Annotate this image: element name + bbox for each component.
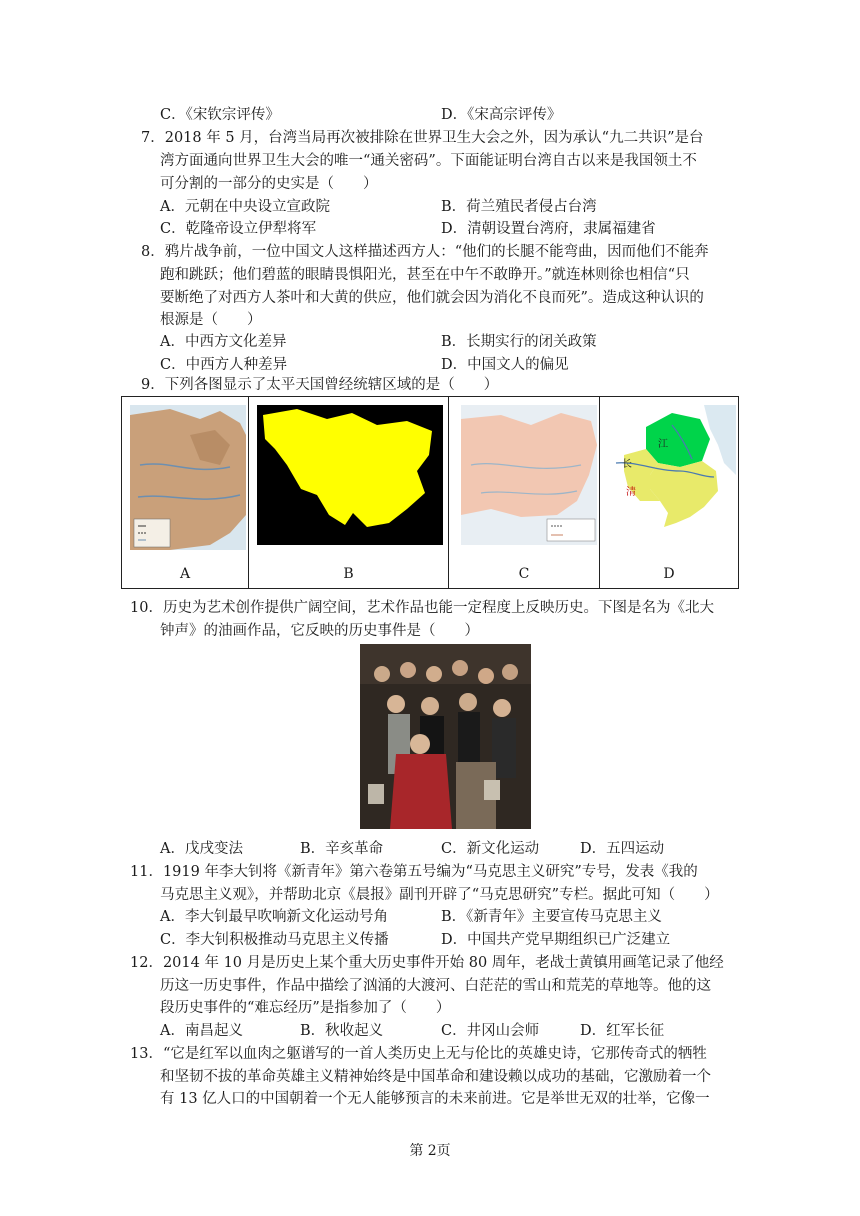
q7-stem-line-2: 湾方面通向世界卫生大会的唯一“通关密码”。下面能证明台湾自古以来是我国领土不: [160, 153, 697, 169]
map-d-qing-label: 清: [626, 487, 636, 498]
q12-stem-line-2: 历这一历史事件，作品中描绘了汹涌的大渡河、白茫茫的雪山和荒芜的草地等。他的这: [160, 978, 711, 994]
q7-stem-line-1: 7．2018 年 5 月，台湾当局再次被排除在世界卫生大会之外，因为承认“九二共识”是台: [141, 130, 704, 146]
q9-stem: 9．下列各图显示了太平天国曾经统辖区域的是（ ）: [141, 377, 499, 393]
q12-option-a: A．南昌起义: [160, 1023, 243, 1039]
map-label-b: B: [343, 566, 354, 582]
q7-option-b: B．荷兰殖民者侵占台湾: [441, 199, 597, 215]
q8-option-a: A．中西方文化差异: [160, 334, 287, 350]
q12-option-d: D．红军长征: [580, 1023, 665, 1039]
map-label-d: D: [663, 566, 675, 582]
q10-option-c: C．新文化运动: [441, 841, 540, 857]
map-d-chang-label: 长: [622, 459, 632, 470]
q11-stem-line-2: 马克思主义观》，并帮助北京《晨报》副刊开辟了“马克思研究”专栏。据此可知（ ）: [160, 887, 719, 903]
q8-option-c: C．中西方人种差异: [160, 357, 288, 373]
map-c-image: [461, 405, 597, 545]
map-cell-d: [600, 397, 738, 588]
q8-option-b: B．长期实行的闭关政策: [441, 334, 597, 350]
q8-stem-line-3: 要断绝了对西方人茶叶和大黄的供应，他们就会因为消化不良而死”。造成这种认识的: [160, 290, 704, 306]
map-cell-c: [449, 397, 600, 588]
q11-option-d: D．中国共产党早期组织已广泛建立: [441, 932, 671, 948]
q13-stem-line-1: 13．“它是红军以血肉之躯谱写的一首人类历史上无与伦比的英雄史诗，它那传奇式的牺牲: [130, 1046, 707, 1062]
q7-stem-line-3: 可分割的一部分的史实是（ ）: [160, 176, 378, 192]
q12-stem-line-3: 段历史事件的“难忘经历”是指参加了（ ）: [160, 1000, 451, 1016]
q8-option-d: D．中国文人的偏见: [441, 357, 569, 373]
q11-option-b: B．《新青年》主要宣传马克思主义: [441, 909, 662, 925]
q7-option-c: C．乾隆帝设立伊犁将军: [160, 221, 317, 237]
q6-option-d: D．《宋高宗评传》: [441, 107, 562, 123]
q8-stem-line-4: 根源是（ ）: [160, 312, 262, 328]
q6-option-c: C．《宋钦宗评传》: [160, 107, 280, 123]
q10-option-b: B．辛亥革命: [300, 841, 384, 857]
map-b-image: [257, 405, 443, 545]
map-label-c: C: [518, 566, 530, 582]
q13-stem-line-3: 有 13 亿人口的中国朝着一个无人能够预言的未来前进。它是举世无双的壮举，它像一: [160, 1091, 710, 1107]
q10-stem-line-2: 钟声》的油画作品，它反映的历史事件是（ ）: [160, 623, 479, 639]
q7-option-a: A．元朝在中央设立宣政院: [160, 199, 330, 215]
q12-option-b: B．秋收起义: [300, 1023, 384, 1039]
map-cell-b: [249, 397, 449, 588]
q7-option-d: D．清朝设置台湾府，隶属福建省: [441, 221, 656, 237]
map-a-image: [130, 405, 246, 550]
map-d-jiang-label: 江: [658, 439, 668, 450]
q9-map-table: [121, 396, 739, 589]
q10-option-a: A．戊戌变法: [160, 841, 243, 857]
beida-bell-painting: [360, 644, 531, 829]
q12-stem-line-1: 12．2014 年 10 月是历史上某个重大历史事件开始 80 周年，老战士黄镇用画笔记录了他经: [130, 955, 724, 971]
q11-option-a: A．李大钊最早吹响新文化运动号角: [160, 909, 388, 925]
map-cell-a: [122, 397, 249, 588]
q8-stem-line-2: 跑和跳跃；他们碧蓝的眼睛畏惧阳光，甚至在中午不敢睁开。”就连林则徐也相信“只: [160, 267, 690, 283]
map-label-a: A: [179, 566, 191, 582]
q11-option-c: C．李大钊积极推动马克思主义传播: [160, 932, 389, 948]
map-d-image: [606, 405, 736, 549]
q10-option-d: D．五四运动: [580, 841, 665, 857]
page-number: 第 2页: [409, 1143, 451, 1159]
q8-stem-line-1: 8．鸦片战争前，一位中国文人这样描述西方人：“他们的长腿不能弯曲，因而他们不能奔: [141, 244, 709, 260]
q12-option-c: C．井冈山会师: [441, 1023, 540, 1039]
q13-stem-line-2: 和坚韧不拔的革命英雄主义精神始终是中国革命和建设赖以成功的基础，它激励着一个: [160, 1069, 711, 1085]
q11-stem-line-1: 11．1919 年李大钊将《新青年》第六卷第五号编为“马克思主义研究”专号，发表《我的: [130, 864, 698, 880]
q10-stem-line-1: 10．历史为艺术创作提供广阔空间，艺术作品也能一定程度上反映历史。下图是名为《北大: [130, 600, 714, 616]
